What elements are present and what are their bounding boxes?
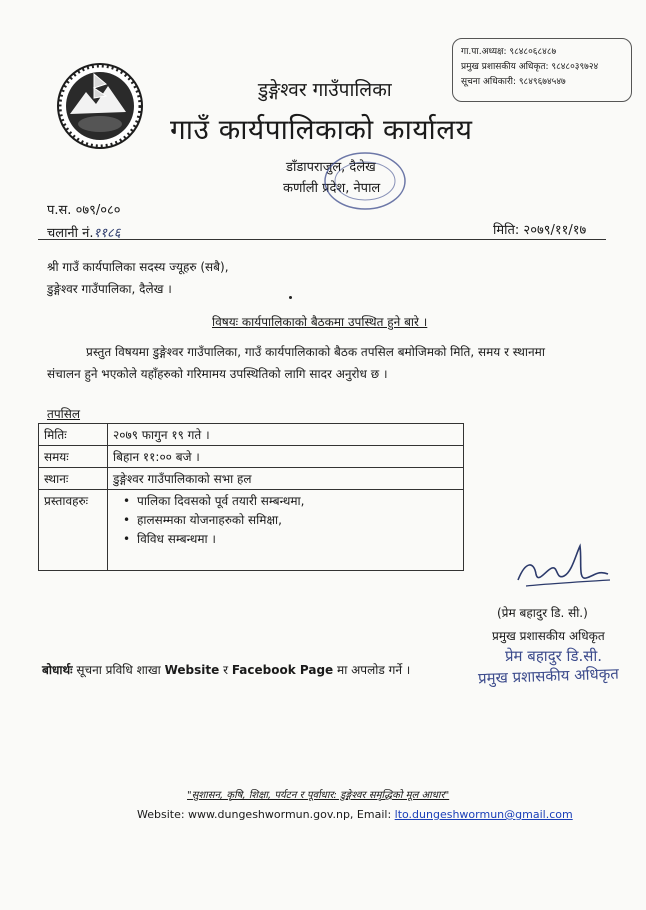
info-officer-phone: सूचना अधिकारी: ९८४९६७४५४७ — [461, 77, 566, 87]
chair-phone: गा.पा.अध्यक्ष: ९८४८०६८४८७ — [461, 47, 557, 57]
body-paragraph-line-1: प्रस्तुत विषयमा डुङ्गेश्वर गाउँपालिका, गाउँ कार्यपालिकाको बैठक तपसिल बमोजिमको मिति, समय र स्थानमा — [86, 345, 545, 359]
date-value: २०७९ फागुन १९ गते । — [108, 424, 464, 446]
date-label: मितिः — [39, 424, 108, 446]
contact-box — [452, 38, 632, 102]
handwritten-signature — [506, 540, 616, 600]
signatory-title: प्रमुख प्रशासकीय अधिकृत — [492, 629, 605, 643]
recipient-line-1: श्री गाउँ कार्यपालिका सदस्य ज्यूहरु (सबै), — [47, 260, 229, 274]
place-value: डुङ्गेश्वर गाउँपालिकाको सभा हल — [108, 468, 464, 490]
footer-website: Website: www.dungeshwormun.gov.np, Email: — [137, 808, 395, 821]
agenda-label: प्रस्तावहरुः — [39, 490, 108, 571]
office-name: गाउँ कार्यपालिकाको कार्यालय — [170, 113, 473, 146]
agenda-list — [113, 492, 458, 549]
list-item: • हालसम्मका योजनाहरुको समिक्षा, — [139, 511, 458, 530]
agenda-cell — [108, 490, 464, 571]
address-line-2: कर्णाली प्रदेश, नेपाल — [283, 181, 381, 196]
table-row — [39, 446, 464, 468]
ink-dot — [289, 296, 292, 299]
cc-note — [42, 661, 410, 678]
cc-label: बोधार्थः — [42, 663, 73, 677]
cc-text-b: र — [219, 663, 232, 677]
footer-contact — [137, 808, 573, 821]
cc-text-c: मा अपलोड गर्ने । — [333, 663, 411, 677]
signatory-stamp-name: प्रेम बहादुर डि.सी. — [505, 647, 603, 665]
body-paragraph-line-2: संचालन हुने भएकोले यहाँहरुको गरिमामय उपस्थितिको लागि सादर अनुरोध छ । — [47, 367, 388, 381]
office-stamp — [322, 150, 408, 212]
subject-line: विषयः कार्यपालिकाको बैठकमा उपस्थित हुने बारे । — [212, 315, 428, 329]
dispatch-value: ११८६ — [93, 226, 121, 241]
cc-text-a: सूचना प्रविधि शाखा — [72, 663, 165, 677]
dispatch-label: चलानी नं. — [47, 226, 94, 241]
list-item: • पालिका दिवसको पूर्व तयारी सम्बन्धमा, — [139, 492, 458, 511]
details-table — [38, 423, 464, 571]
municipality-name: डुङ्गेश्वर गाउँपालिका — [258, 79, 392, 101]
municipality-emblem — [56, 62, 144, 150]
letter-date: मिति: २०७९/११/१७ — [493, 223, 587, 238]
table-row — [39, 468, 464, 490]
recipient-line-2: डुङ्गेश्वर गाउँपालिका, दैलेख । — [47, 282, 172, 296]
place-label: स्थानः — [39, 468, 108, 490]
details-heading: तपसिल — [47, 407, 81, 421]
cc-facebook: Facebook Page — [231, 663, 334, 677]
address-line-1: डाँडापराजुल, दैलेख — [286, 160, 376, 175]
signatory-name: (प्रेम बहादुर डि. सी.) — [497, 606, 588, 620]
header-divider — [38, 239, 606, 240]
table-row — [39, 490, 464, 571]
fiscal-year: प.स. ०७९/०८० — [47, 203, 121, 218]
time-label: समयः — [39, 446, 108, 468]
time-value: बिहान ११:०० बजे । — [108, 446, 464, 468]
footer-motto: "सुशासन, कृषि, शिक्षा, पर्यटन र पूर्वाधार: डुङ्गेश्वर समृद्धिको मूल आधार" — [187, 790, 450, 801]
signatory-stamp-title: प्रमुख प्रशासकीय अधिकृत — [477, 664, 620, 688]
cc-website: Website — [164, 663, 220, 677]
table-row — [39, 424, 464, 446]
list-item: • विविध सम्बन्धमा । — [139, 530, 458, 549]
footer-email[interactable]: lto.dungeshwormun@gmail.com — [394, 808, 573, 821]
cao-phone: प्रमुख प्रशासकीय अधिकृत: ९८४८०३९७२४ — [461, 62, 599, 72]
